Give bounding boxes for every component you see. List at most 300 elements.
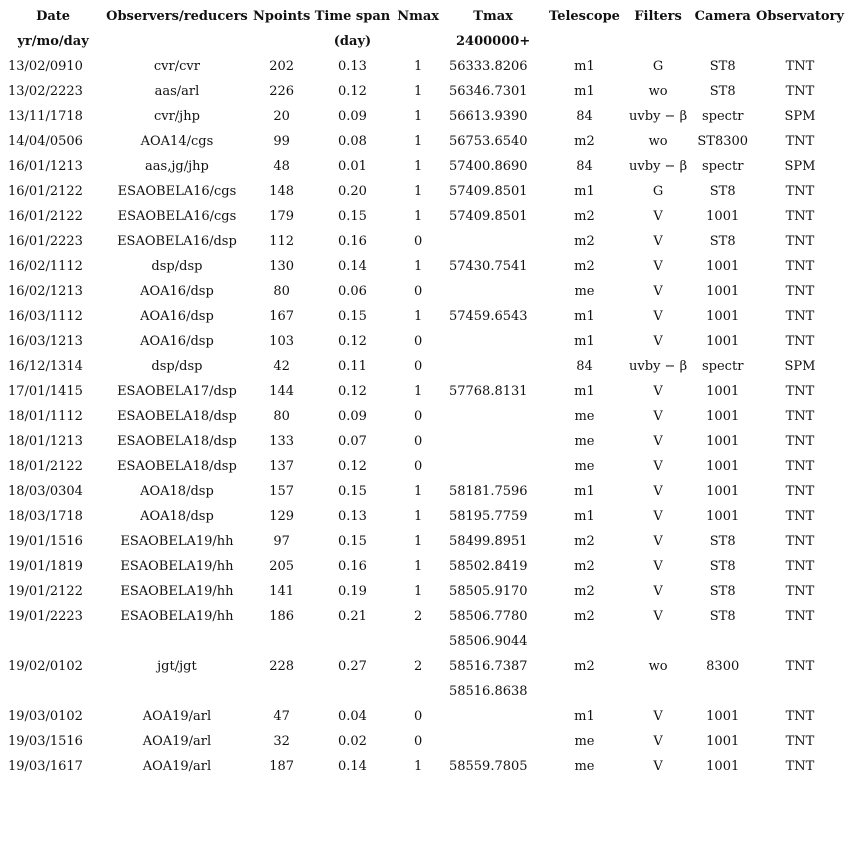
cell-observers: AOA16/dsp bbox=[140, 334, 214, 349]
cell-npoints: 103 bbox=[269, 334, 295, 349]
cell-time-span: 0.01 bbox=[338, 159, 367, 174]
cell-time-span: 0.02 bbox=[338, 734, 367, 749]
cell-tmax bbox=[443, 704, 543, 729]
cell-observers: AOA14/cgs bbox=[140, 134, 214, 149]
cell-time-span: 0.13 bbox=[338, 59, 367, 74]
cell-observers: ESAOBELA18/dsp bbox=[117, 434, 237, 449]
cell-observatory: TNT bbox=[785, 309, 815, 324]
cell-observers: dsp/dsp bbox=[151, 359, 203, 374]
cell-observers: ESAOBELA18/dsp bbox=[117, 409, 237, 424]
cell-observers: AOA19/arl bbox=[142, 709, 212, 724]
cell-nmax: 0 bbox=[414, 459, 423, 474]
cell-camera bbox=[690, 679, 755, 704]
cell-npoints: 130 bbox=[269, 259, 295, 274]
cell-camera: ST8 bbox=[709, 559, 736, 574]
cell-time-span: 0.27 bbox=[338, 659, 367, 674]
cell-telescope: m2 bbox=[574, 659, 595, 674]
cell-telescope: me bbox=[574, 759, 595, 774]
cell-telescope: m2 bbox=[574, 609, 595, 624]
cell-filters: G bbox=[652, 184, 664, 199]
cell-time-span: 0.04 bbox=[338, 709, 367, 724]
cell-observers: AOA18/dsp bbox=[140, 484, 214, 499]
table-row bbox=[4, 329, 845, 354]
cell-time-span: 0.15 bbox=[338, 534, 367, 549]
cell-observatory: TNT bbox=[785, 509, 815, 524]
header-tmax-offset: 2400000+ bbox=[456, 34, 531, 49]
table-header bbox=[4, 4, 845, 54]
cell-date: 19/01/2223 bbox=[8, 609, 83, 624]
cell-filters bbox=[626, 629, 691, 654]
cell-nmax: 1 bbox=[414, 759, 423, 774]
cell-nmax: 0 bbox=[414, 359, 423, 374]
cell-observatory: TNT bbox=[785, 59, 815, 74]
cell-telescope: m2 bbox=[574, 534, 595, 549]
table-row bbox=[4, 104, 845, 129]
cell-telescope: me bbox=[574, 284, 595, 299]
table-row bbox=[4, 679, 845, 704]
cell-tmax: 58181.7596 bbox=[448, 484, 528, 499]
cell-observers: ESAOBELA19/hh bbox=[120, 559, 234, 574]
cell-date: 19/01/1516 bbox=[8, 534, 83, 549]
cell-tmax bbox=[443, 229, 543, 254]
cell-tmax: 57430.7541 bbox=[448, 259, 528, 274]
cell-nmax: 0 bbox=[414, 434, 423, 449]
cell-tmax: 58516.7387 bbox=[448, 659, 528, 674]
cell-npoints: 228 bbox=[269, 659, 295, 674]
cell-nmax: 1 bbox=[414, 559, 423, 574]
cell-telescope bbox=[543, 629, 625, 654]
cell-filters: uvby − β bbox=[629, 109, 688, 124]
cell-nmax: 0 bbox=[414, 334, 423, 349]
cell-filters: V bbox=[653, 609, 663, 624]
cell-npoints: 167 bbox=[269, 309, 295, 324]
cell-filters: V bbox=[653, 459, 663, 474]
cell-npoints: 112 bbox=[269, 234, 295, 249]
table-row bbox=[4, 279, 845, 304]
cell-observatory: TNT bbox=[785, 459, 815, 474]
cell-nmax: 1 bbox=[414, 209, 423, 224]
cell-camera: ST8 bbox=[709, 534, 736, 549]
cell-observers: AOA19/arl bbox=[142, 759, 212, 774]
table-row bbox=[4, 229, 845, 254]
cell-camera: ST8 bbox=[709, 184, 736, 199]
cell-filters: V bbox=[653, 534, 663, 549]
cell-telescope: m1 bbox=[574, 59, 595, 74]
cell-tmax: 57459.6543 bbox=[448, 309, 528, 324]
cell-npoints: 187 bbox=[269, 759, 295, 774]
cell-observatory: TNT bbox=[785, 409, 815, 424]
cell-tmax bbox=[443, 729, 543, 754]
cell-date: 16/01/2122 bbox=[8, 209, 83, 224]
cell-nmax: 1 bbox=[414, 109, 423, 124]
cell-tmax: 57400.8690 bbox=[448, 159, 528, 174]
cell-telescope: m1 bbox=[574, 384, 595, 399]
cell-observatory: SPM bbox=[784, 359, 816, 374]
table-row bbox=[4, 54, 845, 79]
cell-observatory: TNT bbox=[785, 759, 815, 774]
cell-npoints bbox=[252, 679, 312, 704]
cell-tmax: 58195.7759 bbox=[448, 509, 528, 524]
cell-observatory: SPM bbox=[784, 159, 816, 174]
cell-observers: ESAOBELA19/hh bbox=[120, 609, 234, 624]
cell-time-span: 0.15 bbox=[338, 309, 367, 324]
cell-npoints: 97 bbox=[273, 534, 290, 549]
cell-npoints: 186 bbox=[269, 609, 295, 624]
cell-nmax: 1 bbox=[414, 134, 423, 149]
cell-nmax: 2 bbox=[414, 609, 423, 624]
cell-observers: ESAOBELA16/cgs bbox=[117, 209, 237, 224]
cell-nmax: 1 bbox=[414, 509, 423, 524]
cell-camera: ST8 bbox=[709, 609, 736, 624]
cell-npoints: 141 bbox=[269, 584, 295, 599]
cell-date: 13/02/2223 bbox=[8, 84, 83, 99]
cell-observatory: SPM bbox=[784, 109, 816, 124]
cell-nmax: 0 bbox=[414, 409, 423, 424]
cell-observers: AOA18/dsp bbox=[140, 509, 214, 524]
cell-camera: 1001 bbox=[706, 509, 740, 524]
cell-observatory: TNT bbox=[785, 659, 815, 674]
cell-nmax: 0 bbox=[414, 734, 423, 749]
cell-observatory: TNT bbox=[785, 134, 815, 149]
cell-date: 16/02/1213 bbox=[8, 284, 83, 299]
cell-camera: 1001 bbox=[706, 434, 740, 449]
cell-npoints: 80 bbox=[273, 284, 290, 299]
cell-observatory: TNT bbox=[785, 84, 815, 99]
cell-nmax: 0 bbox=[414, 234, 423, 249]
cell-observers: cvr/cvr bbox=[153, 59, 200, 74]
cell-filters: wo bbox=[648, 134, 668, 149]
cell-npoints: 226 bbox=[269, 84, 295, 99]
cell-observatory bbox=[755, 629, 845, 654]
cell-npoints: 129 bbox=[269, 509, 295, 524]
cell-observers: dsp/dsp bbox=[151, 259, 203, 274]
cell-observers: jgt/jgt bbox=[157, 659, 197, 674]
cell-observers: ESAOBELA18/dsp bbox=[117, 459, 237, 474]
header-empty bbox=[626, 29, 691, 54]
cell-time-span: 0.15 bbox=[338, 484, 367, 499]
cell-time-span: 0.20 bbox=[338, 184, 367, 199]
cell-observatory: TNT bbox=[785, 709, 815, 724]
cell-observers: aas/arl bbox=[154, 84, 200, 99]
cell-date: 16/03/1112 bbox=[8, 309, 83, 324]
cell-camera: 1001 bbox=[706, 209, 740, 224]
cell-time-span: 0.21 bbox=[338, 609, 367, 624]
table-row bbox=[4, 379, 845, 404]
header-observatory: Observatory bbox=[756, 9, 844, 24]
cell-telescope: m1 bbox=[574, 309, 595, 324]
table-row bbox=[4, 204, 845, 229]
cell-nmax: 1 bbox=[414, 259, 423, 274]
header-filters: Filters bbox=[634, 9, 682, 24]
header-npoints: Npoints bbox=[253, 9, 311, 24]
cell-date: 13/11/1718 bbox=[8, 109, 83, 124]
cell-nmax: 0 bbox=[414, 709, 423, 724]
cell-camera: spectr bbox=[702, 159, 744, 174]
cell-observatory: TNT bbox=[785, 284, 815, 299]
cell-filters: uvby − β bbox=[629, 159, 688, 174]
cell-camera: 1001 bbox=[706, 484, 740, 499]
cell-observatory: TNT bbox=[785, 609, 815, 624]
cell-filters: wo bbox=[648, 659, 668, 674]
cell-telescope: m1 bbox=[574, 334, 595, 349]
header-tmax: Tmax bbox=[473, 9, 513, 24]
cell-camera: ST8300 bbox=[697, 134, 749, 149]
cell-observatory: TNT bbox=[785, 584, 815, 599]
cell-nmax: 1 bbox=[414, 384, 423, 399]
cell-time-span: 0.12 bbox=[338, 334, 367, 349]
cell-observers: aas,jg/jhp bbox=[145, 159, 209, 174]
cell-date bbox=[4, 629, 102, 654]
table-row bbox=[4, 79, 845, 104]
cell-date: 17/01/1415 bbox=[8, 384, 83, 399]
cell-telescope: m1 bbox=[574, 84, 595, 99]
cell-observers bbox=[102, 679, 252, 704]
cell-tmax: 58499.8951 bbox=[448, 534, 528, 549]
cell-date: 18/01/1213 bbox=[8, 434, 83, 449]
cell-tmax: 56613.9390 bbox=[448, 109, 528, 124]
cell-tmax bbox=[443, 404, 543, 429]
cell-tmax: 57409.8501 bbox=[448, 184, 528, 199]
cell-observers: ESAOBELA19/hh bbox=[120, 584, 234, 599]
cell-camera: 1001 bbox=[706, 709, 740, 724]
cell-npoints: 47 bbox=[273, 709, 290, 724]
cell-date bbox=[4, 679, 102, 704]
cell-filters: wo bbox=[648, 84, 668, 99]
cell-camera: 8300 bbox=[706, 659, 740, 674]
table-row bbox=[4, 754, 845, 779]
cell-observers bbox=[102, 629, 252, 654]
cell-telescope: 84 bbox=[576, 109, 593, 124]
cell-telescope: m2 bbox=[574, 584, 595, 599]
table-row bbox=[4, 129, 845, 154]
cell-npoints: 133 bbox=[269, 434, 295, 449]
cell-camera: 1001 bbox=[706, 309, 740, 324]
cell-telescope: me bbox=[574, 734, 595, 749]
cell-telescope: 84 bbox=[576, 359, 593, 374]
table-row bbox=[4, 704, 845, 729]
cell-observatory: TNT bbox=[785, 534, 815, 549]
cell-tmax: 58559.7805 bbox=[448, 759, 528, 774]
table-row bbox=[4, 554, 845, 579]
cell-npoints bbox=[252, 629, 312, 654]
table-row bbox=[4, 429, 845, 454]
header-empty bbox=[543, 29, 625, 54]
cell-time-span: 0.09 bbox=[338, 109, 367, 124]
cell-telescope: me bbox=[574, 459, 595, 474]
table-row bbox=[4, 254, 845, 279]
cell-nmax: 2 bbox=[414, 659, 423, 674]
cell-observatory bbox=[755, 679, 845, 704]
cell-observatory: TNT bbox=[785, 484, 815, 499]
cell-nmax bbox=[393, 679, 443, 704]
cell-npoints: 148 bbox=[269, 184, 295, 199]
cell-nmax: 1 bbox=[414, 59, 423, 74]
cell-time-span: 0.06 bbox=[338, 284, 367, 299]
cell-npoints: 157 bbox=[269, 484, 295, 499]
cell-observers: AOA16/dsp bbox=[140, 309, 214, 324]
cell-date: 19/02/0102 bbox=[8, 659, 83, 674]
cell-camera: 1001 bbox=[706, 334, 740, 349]
cell-npoints: 32 bbox=[273, 734, 290, 749]
header-empty bbox=[755, 29, 845, 54]
cell-time-span: 0.14 bbox=[338, 259, 367, 274]
cell-camera: 1001 bbox=[706, 409, 740, 424]
cell-filters bbox=[626, 679, 691, 704]
cell-camera: spectr bbox=[702, 359, 744, 374]
cell-date: 18/01/1112 bbox=[8, 409, 83, 424]
cell-time-span: 0.11 bbox=[338, 359, 367, 374]
header-telescope: Telescope bbox=[549, 9, 620, 24]
cell-date: 18/01/2122 bbox=[8, 459, 83, 474]
cell-date: 16/02/1112 bbox=[8, 259, 83, 274]
cell-tmax: 56753.6540 bbox=[448, 134, 528, 149]
cell-tmax bbox=[443, 354, 543, 379]
cell-telescope: m1 bbox=[574, 509, 595, 524]
cell-time-span: 0.16 bbox=[338, 559, 367, 574]
cell-date: 19/03/1617 bbox=[8, 759, 83, 774]
table-row bbox=[4, 504, 845, 529]
header-nmax: Nmax bbox=[397, 9, 440, 24]
cell-filters: V bbox=[653, 734, 663, 749]
cell-tmax: 58516.8638 bbox=[448, 684, 528, 699]
cell-filters: V bbox=[653, 584, 663, 599]
cell-telescope: m2 bbox=[574, 209, 595, 224]
cell-npoints: 205 bbox=[269, 559, 295, 574]
cell-filters: G bbox=[652, 59, 664, 74]
header-time-span-unit: (day) bbox=[333, 34, 372, 49]
cell-time-span: 0.09 bbox=[338, 409, 367, 424]
cell-nmax: 1 bbox=[414, 84, 423, 99]
cell-observatory: TNT bbox=[785, 334, 815, 349]
table-row bbox=[4, 654, 845, 679]
cell-tmax: 58505.9170 bbox=[448, 584, 528, 599]
cell-date: 19/01/1819 bbox=[8, 559, 83, 574]
cell-date: 18/03/0304 bbox=[8, 484, 83, 499]
cell-telescope: m1 bbox=[574, 484, 595, 499]
cell-date: 13/02/0910 bbox=[8, 59, 83, 74]
cell-tmax: 58506.9044 bbox=[448, 634, 528, 649]
cell-tmax bbox=[443, 454, 543, 479]
cell-filters: V bbox=[653, 309, 663, 324]
cell-nmax: 1 bbox=[414, 484, 423, 499]
cell-filters: V bbox=[653, 384, 663, 399]
cell-tmax: 58502.8419 bbox=[448, 559, 528, 574]
header-empty bbox=[252, 29, 312, 54]
cell-time-span: 0.16 bbox=[338, 234, 367, 249]
cell-telescope: m1 bbox=[574, 709, 595, 724]
cell-observers: ESAOBELA16/dsp bbox=[117, 234, 237, 249]
cell-time-span: 0.14 bbox=[338, 759, 367, 774]
cell-telescope: m2 bbox=[574, 259, 595, 274]
cell-filters: V bbox=[653, 559, 663, 574]
cell-time-span: 0.15 bbox=[338, 209, 367, 224]
cell-camera: spectr bbox=[702, 109, 744, 124]
cell-npoints: 179 bbox=[269, 209, 295, 224]
cell-filters: V bbox=[653, 284, 663, 299]
cell-tmax bbox=[443, 429, 543, 454]
cell-npoints: 137 bbox=[269, 459, 295, 474]
cell-telescope: 84 bbox=[576, 159, 593, 174]
cell-time-span: 0.12 bbox=[338, 84, 367, 99]
cell-observatory: TNT bbox=[785, 559, 815, 574]
table-body bbox=[4, 54, 845, 779]
cell-tmax: 58506.7780 bbox=[448, 609, 528, 624]
header-camera: Camera bbox=[694, 9, 751, 24]
cell-time-span: 0.12 bbox=[338, 384, 367, 399]
table-row bbox=[4, 604, 845, 629]
cell-filters: V bbox=[653, 709, 663, 724]
cell-observers: ESAOBELA19/hh bbox=[120, 534, 234, 549]
cell-telescope: m2 bbox=[574, 559, 595, 574]
table-row bbox=[4, 729, 845, 754]
cell-telescope: m1 bbox=[574, 184, 595, 199]
cell-telescope: m2 bbox=[574, 134, 595, 149]
cell-observers: AOA16/dsp bbox=[140, 284, 214, 299]
table-row bbox=[4, 404, 845, 429]
observation-log-table bbox=[4, 4, 845, 779]
cell-camera: 1001 bbox=[706, 259, 740, 274]
cell-nmax: 1 bbox=[414, 184, 423, 199]
cell-time-span bbox=[312, 629, 394, 654]
header-date-unit: yr/mo/day bbox=[17, 34, 89, 49]
cell-tmax: 56333.8206 bbox=[448, 59, 528, 74]
cell-nmax: 1 bbox=[414, 584, 423, 599]
cell-observatory: TNT bbox=[785, 234, 815, 249]
cell-filters: V bbox=[653, 409, 663, 424]
table-row bbox=[4, 304, 845, 329]
cell-observers: AOA19/arl bbox=[142, 734, 212, 749]
table-row bbox=[4, 454, 845, 479]
cell-observatory: TNT bbox=[785, 209, 815, 224]
cell-date: 16/03/1213 bbox=[8, 334, 83, 349]
cell-filters: V bbox=[653, 209, 663, 224]
cell-filters: V bbox=[653, 759, 663, 774]
header-observers: Observers/reducers bbox=[106, 9, 248, 24]
table-row bbox=[4, 354, 845, 379]
cell-filters: V bbox=[653, 334, 663, 349]
cell-filters: V bbox=[653, 509, 663, 524]
cell-date: 16/01/1213 bbox=[8, 159, 83, 174]
cell-filters: V bbox=[653, 434, 663, 449]
cell-tmax: 56346.7301 bbox=[448, 84, 528, 99]
cell-filters: uvby − β bbox=[629, 359, 688, 374]
cell-date: 19/01/2122 bbox=[8, 584, 83, 599]
cell-nmax: 0 bbox=[414, 284, 423, 299]
cell-npoints: 48 bbox=[273, 159, 290, 174]
cell-npoints: 99 bbox=[273, 134, 290, 149]
header-empty bbox=[102, 29, 252, 54]
cell-tmax bbox=[443, 329, 543, 354]
cell-camera: ST8 bbox=[709, 84, 736, 99]
cell-camera: ST8 bbox=[709, 584, 736, 599]
cell-observatory: TNT bbox=[785, 184, 815, 199]
cell-npoints: 42 bbox=[273, 359, 290, 374]
cell-date: 16/12/1314 bbox=[8, 359, 83, 374]
cell-nmax bbox=[393, 629, 443, 654]
cell-date: 19/03/1516 bbox=[8, 734, 83, 749]
cell-observatory: TNT bbox=[785, 384, 815, 399]
cell-time-span: 0.19 bbox=[338, 584, 367, 599]
cell-camera: 1001 bbox=[706, 759, 740, 774]
cell-observatory: TNT bbox=[785, 259, 815, 274]
cell-filters: V bbox=[653, 484, 663, 499]
cell-time-span: 0.12 bbox=[338, 459, 367, 474]
header-empty bbox=[690, 29, 755, 54]
cell-telescope: m2 bbox=[574, 234, 595, 249]
cell-time-span bbox=[312, 679, 394, 704]
cell-nmax: 1 bbox=[414, 534, 423, 549]
cell-observatory: TNT bbox=[785, 734, 815, 749]
